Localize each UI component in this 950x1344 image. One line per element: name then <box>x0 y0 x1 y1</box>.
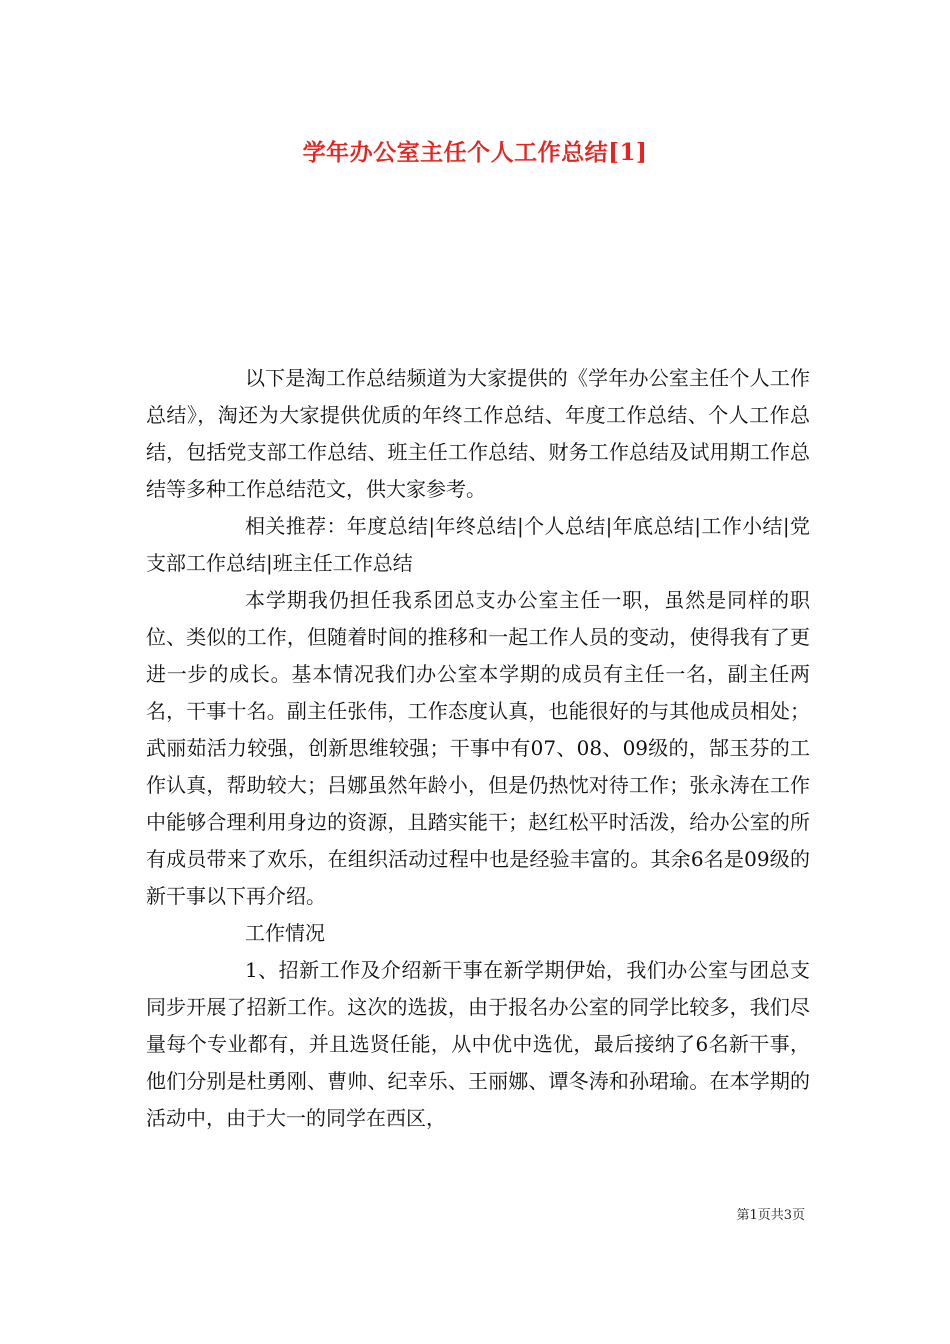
page-number: 第1页共3页 <box>736 1208 805 1223</box>
work-situation-heading: 工作情况 <box>245 921 325 945</box>
recommendation-paragraph: 相关推荐：年度总结|年终总结|个人总结|年底总结|工作小结|党支部工作总结|班主任工作总结 <box>146 514 810 575</box>
basic-situation-paragraph: 本学期我仍担任我系团总支办公室主任一职，虽然是同样的职位、类似的工作，但随着时间的推移和一起工作人员的变动，使得我有了更进一步的成长。基本情况我们办公室本学期的成员有主任一名，副主任两名，干事十名。副主任张伟，工作态度认真，也能很好的与其他成员相处；武丽茹活力较强，创新思维较强；干事中有07、08、09级的，郜玉芬的工作认真，帮助较大；吕娜虽然年龄小，但是仍热忱对待工作；张永涛在工作中能够合理利用身边的资源，且踏实能干；赵红松平时活泼，给办公室的所有成员带来了欢乐，在组织活动过程中也是经验丰富的。其余6名是09级的新干事以下再介绍。 <box>146 588 810 908</box>
intro-paragraph: 以下是淘工作总结频道为大家提供的《学年办公室主任个人工作总结》，淘还为大家提供优质的年终工作总结、年度工作总结、个人工作总结，包括党支部工作总结、班主任工作总结、财务工作总结及试用期工作总结等多种工作总结范文，供大家参考。 <box>146 366 810 501</box>
recruitment-paragraph: 1、招新工作及介绍新干事在新学期伊始，我们办公室与团总支同步开展了招新工作。这次的选拔，由于报名办公室的同学比较多，我们尽量每个专业都有，并且选贤任能，从中优中选优，最后接纳了6名新干事，他们分别是杜勇刚、曹帅、纪幸乐、王丽娜、谭冬涛和孙珺瑜。在本学期的活动中，由于大一的同学在西区， <box>146 958 810 1130</box>
document-title: 学年办公室主任个人工作总结[1] <box>302 139 648 166</box>
document-body <box>146 360 810 1137</box>
